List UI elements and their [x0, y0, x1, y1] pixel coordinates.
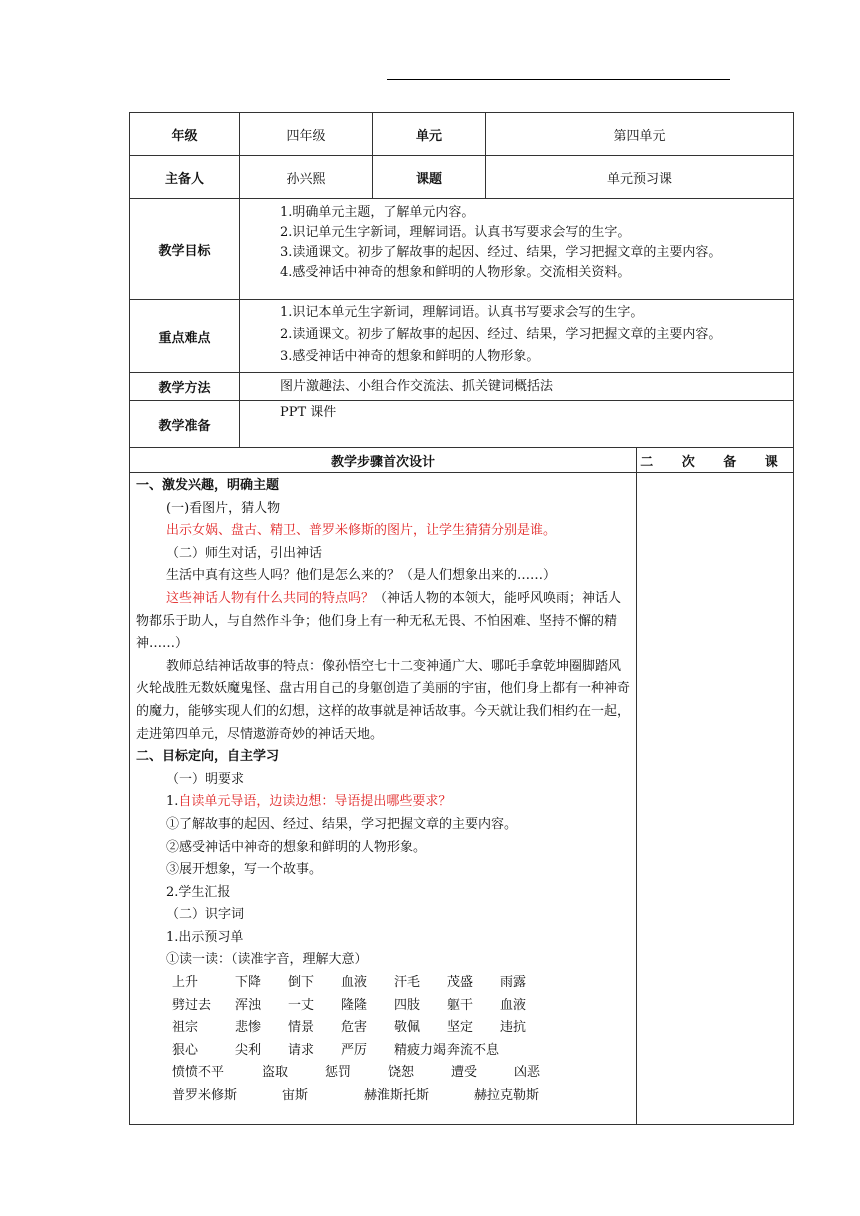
word-row — [136, 1062, 630, 1085]
vocab-word: 精疲力竭 — [394, 1042, 447, 1058]
grade-value: 四年级 — [240, 113, 373, 156]
word-row — [136, 1040, 630, 1063]
subsection-title: （二）师生对话，引出神话 — [166, 545, 323, 561]
vocab-word: 危害 — [341, 1020, 368, 1036]
vocab-word: 普罗米修斯 — [172, 1088, 238, 1104]
section-title: 一、激发兴趣，明确主题 — [136, 478, 280, 493]
vocab-word: 躯干 — [447, 997, 474, 1013]
item-number: 1. — [166, 794, 179, 810]
unit-label: 单元 — [373, 113, 486, 156]
unit-value: 第四单元 — [486, 113, 794, 156]
vocab-word: 一丈 — [288, 997, 315, 1013]
section-title: 二、目标定向，自主学习 — [136, 749, 280, 765]
vocab-word: 遭受 — [451, 1065, 478, 1081]
vocab-word: 汗毛 — [394, 975, 421, 991]
objectives-list — [240, 199, 794, 300]
word-grid — [136, 972, 630, 1108]
methods-label: 教学方法 — [130, 373, 240, 401]
vocab-word: 四肢 — [394, 997, 421, 1013]
vocab-word: 凶恶 — [514, 1065, 541, 1081]
key-point-item: 2.读通课文。初步了解故事的起因、经过、结果，学习把握文章的主要内容。 — [280, 327, 722, 342]
preparer-label: 主备人 — [130, 156, 240, 199]
list-item: 2.学生汇报 — [166, 884, 231, 900]
vocab-word: 惩罚 — [325, 1065, 352, 1081]
vocab-word: 情景 — [288, 1020, 315, 1036]
vocab-word: 请求 — [288, 1042, 315, 1058]
highlight-text: 这些神话人物有什么共同的特点吗？ — [166, 590, 375, 606]
objectives-label: 教学目标 — [130, 199, 240, 300]
subsection-title: （二）识字词 — [166, 907, 245, 923]
vocab-word: 悲惨 — [235, 1020, 262, 1036]
vocab-word: 愤愤不平 — [172, 1065, 225, 1081]
list-item: ①读一读：（读准字音，理解大意） — [166, 952, 368, 968]
paragraph — [136, 791, 630, 814]
word-row — [136, 995, 630, 1018]
paragraph — [136, 588, 630, 656]
header-rule — [387, 79, 730, 80]
key-points-label: 重点难点 — [130, 300, 240, 373]
vocab-word: 血液 — [341, 975, 368, 991]
vocab-word: 倒下 — [288, 975, 315, 991]
lesson-plan-table — [129, 112, 794, 1125]
vocab-word: 宙斯 — [282, 1088, 309, 1104]
preparation-value: PPT 课件 — [240, 401, 794, 448]
vocab-word: 劈过去 — [172, 997, 212, 1013]
vocab-word: 奔流不息 — [447, 1042, 500, 1058]
vocab-word: 赫淮斯托斯 — [364, 1088, 430, 1104]
objective-item: 2.识记单元生字新词，理解词语。认真书写要求会写的生字。 — [280, 225, 631, 240]
vocab-word: 违抗 — [500, 1020, 527, 1036]
vocab-word: 浑浊 — [235, 997, 262, 1013]
vocab-word: 茂盛 — [447, 975, 474, 991]
vocab-word: 上升 — [172, 975, 199, 991]
highlight-text: 自读单元导语，边读边想：导语提出哪些要求？ — [178, 794, 452, 810]
subsection-title: (一)看图片，猜人物 — [166, 500, 281, 516]
vocab-word: 盗取 — [262, 1065, 289, 1081]
objective-item: 4.感受神话中神奇的想象和鲜明的人物形象。交流相关资料。 — [280, 265, 631, 280]
key-point-item: 1.识记本单元生字新词，理解词语。认真书写要求会写的生字。 — [280, 305, 644, 320]
lesson-steps — [130, 473, 637, 1125]
vocab-word: 坚定 — [447, 1020, 474, 1036]
vocab-word: 敬佩 — [394, 1020, 421, 1036]
highlight-text: 出示女娲、盘古、精卫、普罗米修斯的图片，让学生猜猜分别是谁。 — [166, 523, 557, 539]
second-prep-cell — [637, 473, 794, 1125]
word-row — [136, 972, 630, 995]
second-prep-header: 二 次 备 课 — [637, 448, 794, 473]
vocab-word: 下降 — [235, 975, 262, 991]
vocab-word: 尖利 — [235, 1042, 262, 1058]
grade-label: 年级 — [130, 113, 240, 156]
objective-item: 1.明确单元主题，了解单元内容。 — [280, 205, 475, 220]
preparer-value: 孙兴熙 — [240, 156, 373, 199]
key-points-list — [240, 300, 794, 373]
requirement-item: ②感受神话中神奇的想象和鲜明的人物形象。 — [166, 839, 427, 855]
vocab-word: 狠心 — [172, 1042, 199, 1058]
answer-text: （神话人物的本领大，能呼风唤雨；神话人物都乐于助人，与自然作斗争；他们身上有一种无私无畏、不怕困难、坚持不懈的精神……） — [136, 590, 622, 652]
vocab-word: 赫拉克勒斯 — [474, 1088, 540, 1104]
vocab-word: 雨露 — [500, 975, 527, 991]
word-row — [136, 1017, 630, 1040]
vocab-word: 祖宗 — [172, 1020, 199, 1036]
summary-paragraph: 教师总结神话故事的特点：像孙悟空七十二变神通广大、哪吒手拿乾坤圈脚踏风火轮战胜无数妖魔鬼怪、盘古用自己的身躯创造了美丽的宇宙，他们身上都有一种神奇的魔力，能够实现人们的幻想，这样的故事就是神话故事。今天就让我们相约在一起，走进第四单元，尽情遨游奇妙的神话天地。 — [136, 658, 631, 742]
question-text: 生活中真有这些人吗？他们是怎么来的？（是人们想象出来的……） — [166, 568, 557, 584]
vocab-word: 血液 — [500, 997, 527, 1013]
vocab-word: 隆隆 — [341, 997, 368, 1013]
word-row — [136, 1085, 630, 1108]
requirement-item: ③展开想象，写一个故事。 — [166, 862, 323, 878]
subsection-title: （一）明要求 — [166, 771, 245, 787]
objective-item: 3.读通课文。初步了解故事的起因、经过、结果，学习把握文章的主要内容。 — [280, 245, 722, 260]
key-point-item: 3.感受神话中神奇的想象和鲜明的人物形象。 — [280, 349, 540, 364]
steps-header: 教学步骤首次设计 — [130, 448, 637, 473]
preparation-label: 教学准备 — [130, 401, 240, 448]
vocab-word: 饶恕 — [388, 1065, 415, 1081]
requirement-item: ①了解故事的起因、经过、结果，学习把握文章的主要内容。 — [166, 816, 518, 832]
vocab-word: 严厉 — [341, 1042, 368, 1058]
topic-label: 课题 — [373, 156, 486, 199]
list-item: 1.出示预习单 — [166, 929, 244, 945]
topic-value: 单元预习课 — [486, 156, 794, 199]
methods-value: 图片激趣法、小组合作交流法、抓关键词概括法 — [240, 373, 794, 401]
